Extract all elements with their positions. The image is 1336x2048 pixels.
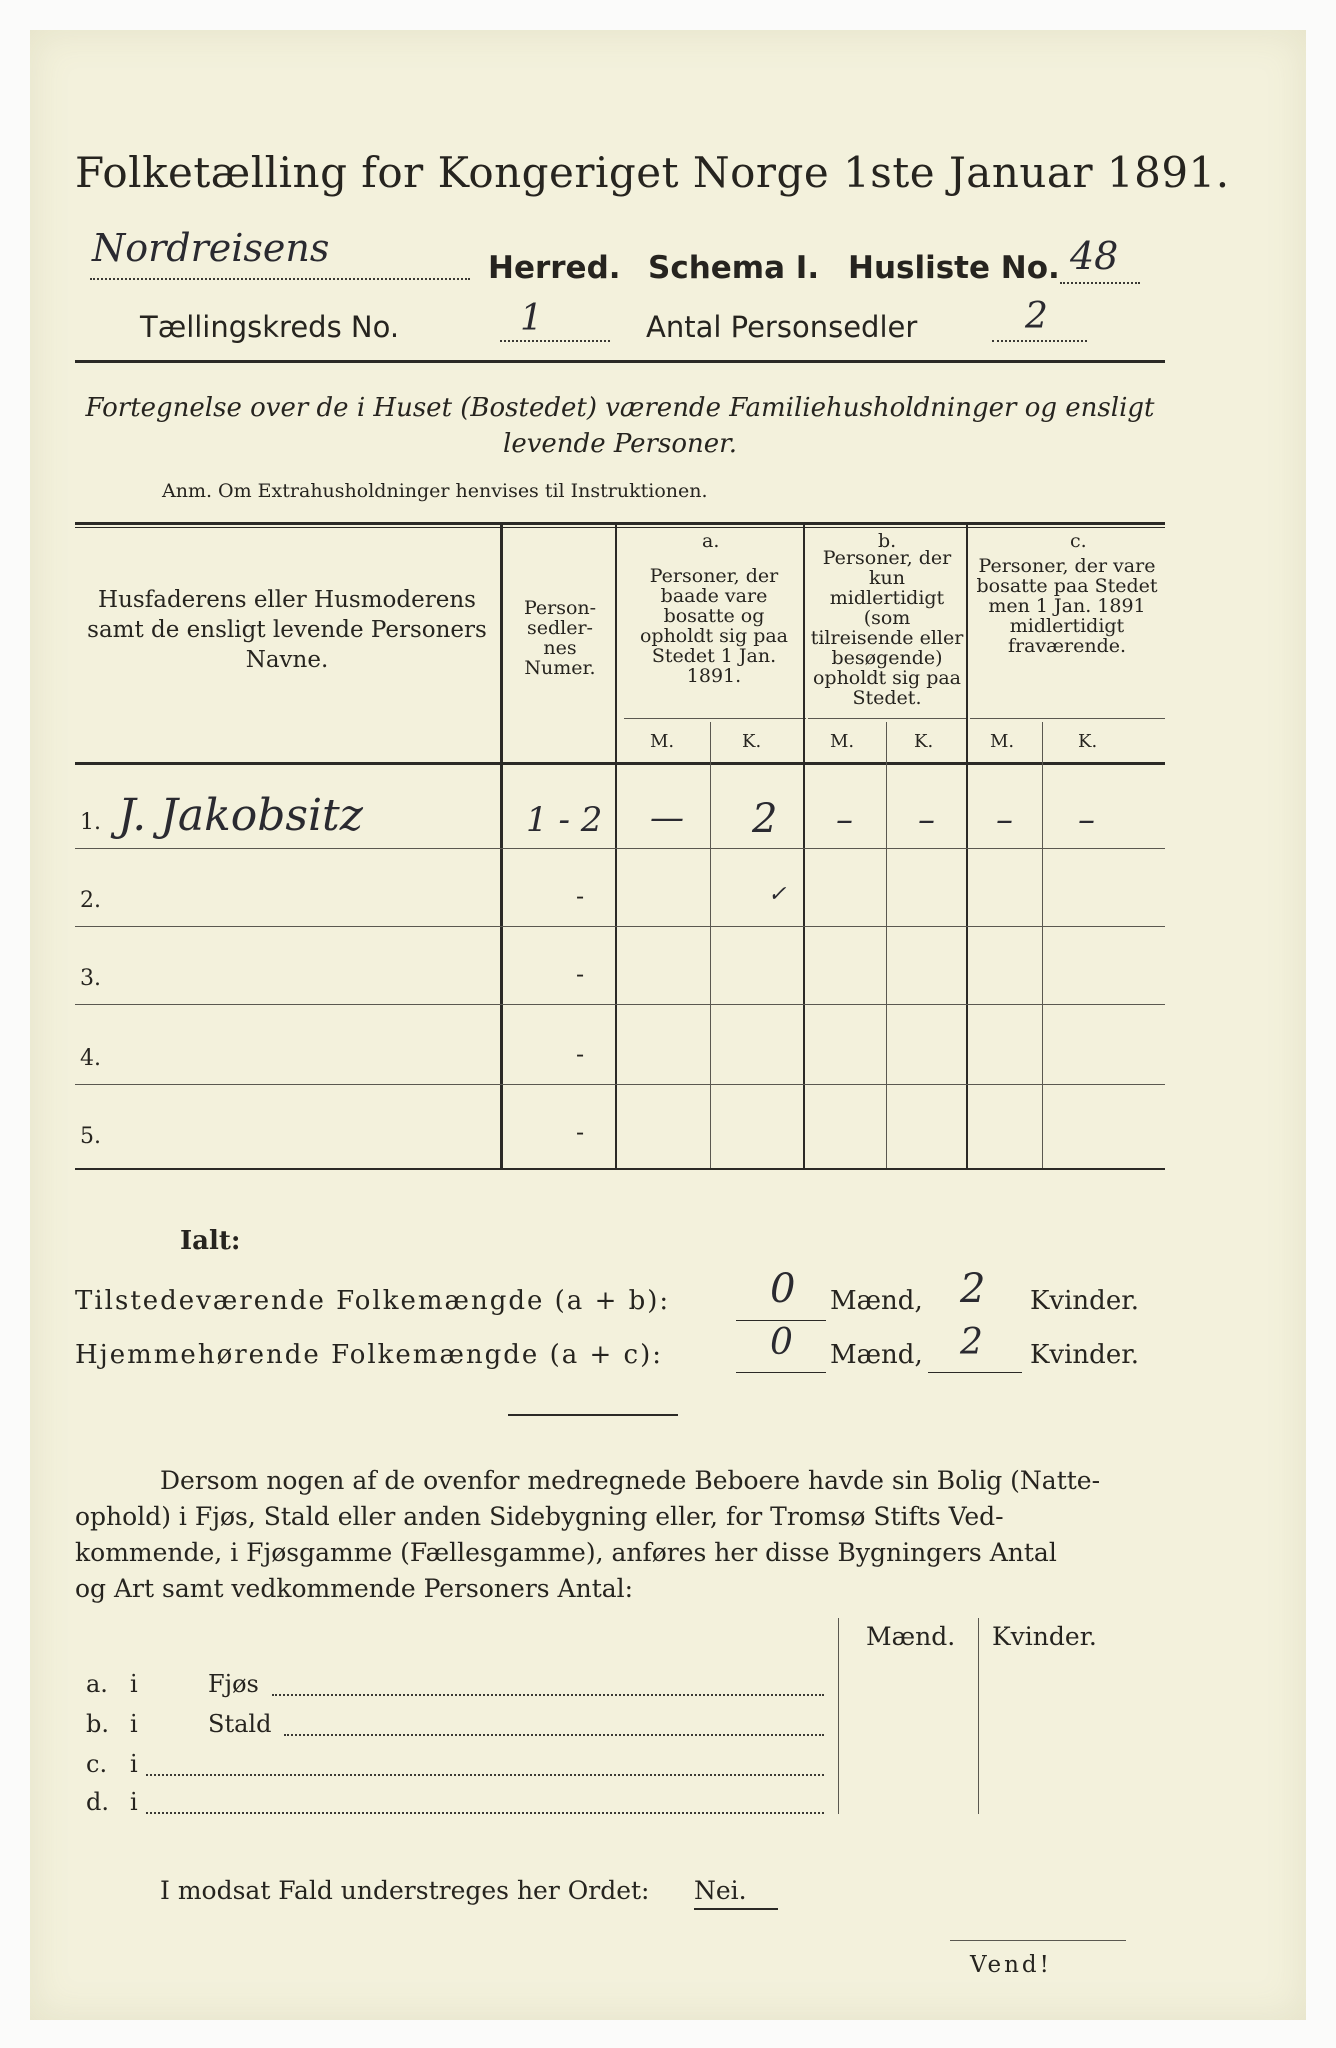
row-1-b-k: –: [918, 800, 935, 840]
building-row-a-label: Fjøs: [208, 1670, 259, 1698]
vline-name: [500, 522, 503, 1168]
header-a-m: M.: [650, 731, 675, 752]
header-b-letter: b.: [878, 530, 897, 552]
header-b-col: Personer, der kun midlertidigt (som tilreisende eller besøgende) opholdt sig paa Stedet.: [810, 547, 964, 709]
buildings-maend-header: Mænd.: [866, 1622, 956, 1651]
building-row-a-dots: [272, 1694, 824, 1696]
tilst-maend-label: Mænd,: [830, 1286, 923, 1316]
row-1-number: 1.: [80, 810, 101, 835]
hjem-label: Hjemmehørende Folkemængde (a + c):: [75, 1340, 663, 1370]
paragraph-line-1: Dersom nogen af de ovenfor medregnede Beboere havde sin Bolig (Natte-: [160, 1466, 1101, 1495]
header-c-col: Personer, der vare bosatte paa Stedet men 1 Jan. 1891 midlertidigt fraværende.: [976, 555, 1158, 657]
paragraph-line-4: og Art samt vedkommende Personers Antal:: [75, 1574, 634, 1603]
row-1-a-k: 2: [752, 796, 778, 842]
row-rule-3: [75, 1004, 1165, 1005]
header-a-letter: a.: [702, 530, 720, 552]
form-title: Folketælling for Kongeriget Norge 1ste Januar 1891.: [75, 148, 1230, 197]
table-bottom-rule: [75, 1168, 1165, 1170]
row-3-number: 3.: [80, 966, 101, 991]
row-2-a-k: ✓: [768, 882, 787, 907]
row-1-a-m: —: [650, 798, 684, 838]
building-row-d-i: i: [130, 1788, 138, 1816]
row-rule-2: [75, 926, 1165, 927]
mk-separator-c: [970, 718, 1165, 719]
table-header-bottom-rule: [75, 762, 1165, 765]
tilst-kvinder-value: 2: [960, 1266, 986, 1312]
herred-value: Nordreisens: [92, 226, 330, 270]
buildings-vline-1: [838, 1618, 839, 1814]
building-row-d-letter: d.: [86, 1788, 109, 1816]
vend-rule: [950, 1940, 1126, 1941]
nei-underline: [694, 1908, 778, 1910]
row-5-number: 5.: [80, 1124, 101, 1149]
vline-num: [615, 522, 617, 1168]
header-b-k: K.: [914, 731, 934, 752]
row-1-name: J. Jakobsitz: [118, 790, 363, 841]
vline-b-mk: [886, 722, 887, 1168]
header-c-letter: c.: [1070, 530, 1087, 552]
building-row-c-letter: c.: [86, 1750, 108, 1778]
vline-a-mk: [710, 722, 711, 1168]
husliste-dotted-line: [1060, 282, 1140, 284]
row-5-num: -: [576, 1118, 585, 1146]
vline-b: [966, 522, 968, 1168]
hjem-kvinder-value: 2: [960, 1322, 983, 1363]
nei-word: Nei.: [694, 1876, 747, 1905]
intro-text: Fortegnelse over de i Huset (Bostedet) værende Familiehusholdninger og ensligt levende Personer.: [85, 393, 1155, 459]
herred-label: Herred.: [488, 250, 621, 286]
hjem-maend-value: 0: [770, 1322, 793, 1363]
paragraph-line-3: kommende, i Fjøsgamme (Fællesgamme), anføres her disse Bygningers Antal: [75, 1538, 1057, 1567]
table-top-rule-2: [75, 527, 1165, 528]
kreds-value: 1: [520, 298, 543, 339]
buildings-vline-2: [978, 1618, 979, 1814]
ialt-label: Ialt:: [180, 1226, 241, 1256]
census-form-sheet: [30, 30, 1306, 2020]
tilst-maend-value: 0: [770, 1266, 796, 1312]
row-1-num: 1 - 2: [526, 800, 603, 840]
row-4-num: -: [576, 1040, 585, 1068]
row-2-number: 2.: [80, 888, 101, 913]
header-c-m: M.: [990, 731, 1015, 752]
husliste-label: Husliste No.: [848, 250, 1060, 286]
header-c-k: K.: [1078, 731, 1098, 752]
building-row-a-letter: a.: [86, 1670, 108, 1698]
vline-a: [803, 522, 805, 1168]
husliste-value: 48: [1070, 234, 1119, 278]
modsat-text: I modsat Fald understreges her Ordet:: [160, 1876, 650, 1905]
building-row-b-i: i: [130, 1710, 138, 1738]
row-1-c-k: –: [1078, 800, 1095, 840]
row-3-num: -: [576, 960, 585, 988]
hjem-kvinder-label: Kvinder.: [1030, 1340, 1140, 1370]
tilst-maend-rule: [736, 1320, 826, 1321]
kreds-label: Tællingskreds No.: [140, 310, 400, 344]
mk-separator-b: [808, 718, 968, 719]
header-name-col: Husfaderens eller Husmoderens samt de ensligt levende Personers Navne.: [87, 587, 487, 673]
row-2-num: -: [576, 882, 585, 910]
header-b-m: M.: [830, 731, 855, 752]
hjem-kvinder-rule: [928, 1372, 1022, 1373]
row-rule-4: [75, 1084, 1165, 1085]
row-4-number: 4.: [80, 1046, 101, 1071]
building-row-c-i: i: [130, 1750, 138, 1778]
building-row-b-letter: b.: [86, 1710, 109, 1738]
antal-value: 2: [1025, 296, 1048, 337]
anm-note: Anm. Om Extrahusholdninger henvises til Instruktionen.: [162, 480, 708, 502]
section-divider: [508, 1414, 678, 1416]
row-1-c-m: –: [996, 800, 1013, 840]
vline-c-mk: [1042, 722, 1043, 1168]
header-num-col: Person-sedler-nes Numer.: [523, 597, 597, 679]
row-rule-1: [75, 848, 1165, 849]
building-row-c-dots: [146, 1774, 824, 1776]
mk-separator-a: [624, 718, 806, 719]
paragraph-line-2: ophold) i Fjøs, Stald eller anden Sidebygning eller, for Tromsø Stifts Ved-: [75, 1502, 1004, 1531]
tilst-kvinder-label: Kvinder.: [1030, 1286, 1140, 1316]
header-a-col: Personer, der baade vare bosatte og opholdt sig paa Stedet 1 Jan. 1891.: [639, 565, 789, 687]
tilst-label: Tilstedeværende Folkemængde (a + b):: [75, 1286, 671, 1316]
vend-text: Vend!: [970, 1952, 1052, 1978]
building-row-d-dots: [146, 1812, 824, 1814]
header-a-k: K.: [742, 731, 762, 752]
hjem-maend-label: Mænd,: [830, 1340, 923, 1370]
building-row-b-dots: [284, 1734, 824, 1736]
row-1-b-m: –: [836, 800, 853, 840]
header-rule: [75, 360, 1165, 363]
kreds-dotted-line: [500, 340, 610, 342]
antal-label: Antal Personsedler: [646, 310, 918, 344]
antal-dotted-line: [992, 340, 1087, 342]
hjem-maend-rule: [736, 1372, 826, 1373]
table-top-rule: [75, 522, 1165, 525]
building-row-b-label: Stald: [208, 1710, 272, 1738]
schema-label: Schema I.: [648, 250, 820, 286]
buildings-kvinder-header: Kvinder.: [992, 1622, 1097, 1651]
building-row-a-i: i: [130, 1670, 138, 1698]
herred-dotted-line: [90, 278, 470, 280]
